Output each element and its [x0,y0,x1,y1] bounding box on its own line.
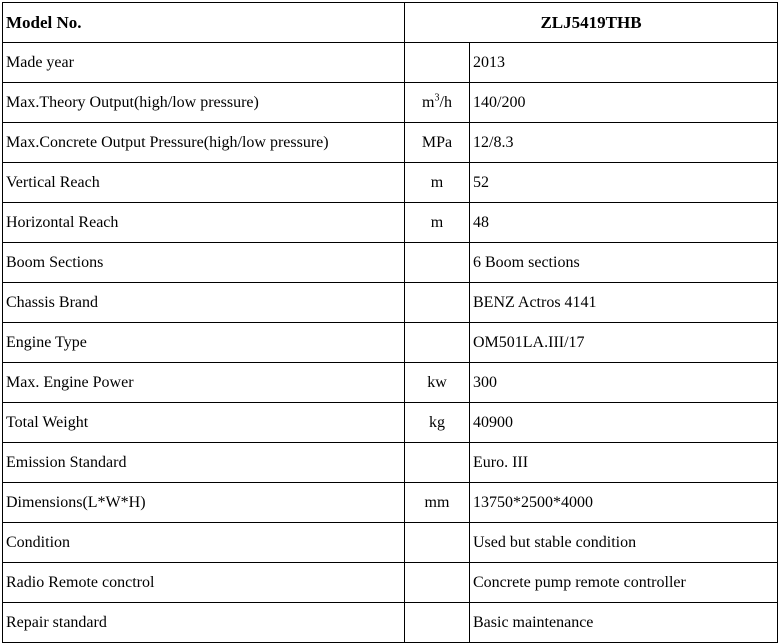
unit-base: m [422,93,435,111]
row-unit [405,323,470,363]
table-row [3,243,778,283]
row-unit [405,243,470,283]
model-no-label: Model No. [3,3,405,43]
row-value: 40900 [470,403,778,443]
row-unit [405,563,470,603]
row-value: 12/8.3 [470,123,778,163]
row-value: OM501LA.III/17 [470,323,778,363]
row-unit [405,283,470,323]
row-unit: mm [405,483,470,523]
spec-table [2,2,778,643]
table-row [3,83,778,123]
row-value: 2013 [470,43,778,83]
table-row [3,283,778,323]
row-value: 140/200 [470,83,778,123]
table-row [3,403,778,443]
row-label: Emission Standard [3,443,405,483]
row-label: Total Weight [3,403,405,443]
table-row [3,603,778,643]
row-label: Max.Theory Output(high/low pressure) [3,83,405,123]
unit-suffix: /h [439,93,452,111]
row-label: Horizontal Reach [3,203,405,243]
table-row [3,563,778,603]
row-label: Condition [3,523,405,563]
row-unit: m [405,163,470,203]
row-label: Made year [3,43,405,83]
row-unit: m [405,203,470,243]
table-row [3,363,778,403]
header-row [3,3,778,43]
row-value: BENZ Actros 4141 [470,283,778,323]
table-row [3,163,778,203]
row-label: Boom Sections [3,243,405,283]
table-row [3,483,778,523]
row-label: Engine Type [3,323,405,363]
row-value: 52 [470,163,778,203]
row-unit [405,83,470,123]
row-value: 48 [470,203,778,243]
row-value: Basic maintenance [470,603,778,643]
row-value: Concrete pump remote controller [470,563,778,603]
table-row [3,323,778,363]
row-label: Max.Concrete Output Pressure(high/low pressure) [3,123,405,163]
table-row [3,43,778,83]
row-value: 13750*2500*4000 [470,483,778,523]
row-unit [405,43,470,83]
table-row [3,443,778,483]
row-unit: kw [405,363,470,403]
table-row [3,203,778,243]
row-unit: kg [405,403,470,443]
table-row [3,123,778,163]
row-value: Euro. III [470,443,778,483]
row-value: 300 [470,363,778,403]
unit-superscript: 3 [434,92,440,104]
model-no-value: ZLJ5419THB [405,3,778,43]
row-unit: MPa [405,123,470,163]
row-value: 6 Boom sections [470,243,778,283]
row-label: Repair standard [3,603,405,643]
row-label: Radio Remote conctrol [3,563,405,603]
row-label: Chassis Brand [3,283,405,323]
row-value: Used but stable condition [470,523,778,563]
row-unit [405,523,470,563]
row-unit [405,603,470,643]
row-label: Vertical Reach [3,163,405,203]
row-label: Max. Engine Power [3,363,405,403]
row-label: Dimensions(L*W*H) [3,483,405,523]
row-unit [405,443,470,483]
table-row [3,523,778,563]
